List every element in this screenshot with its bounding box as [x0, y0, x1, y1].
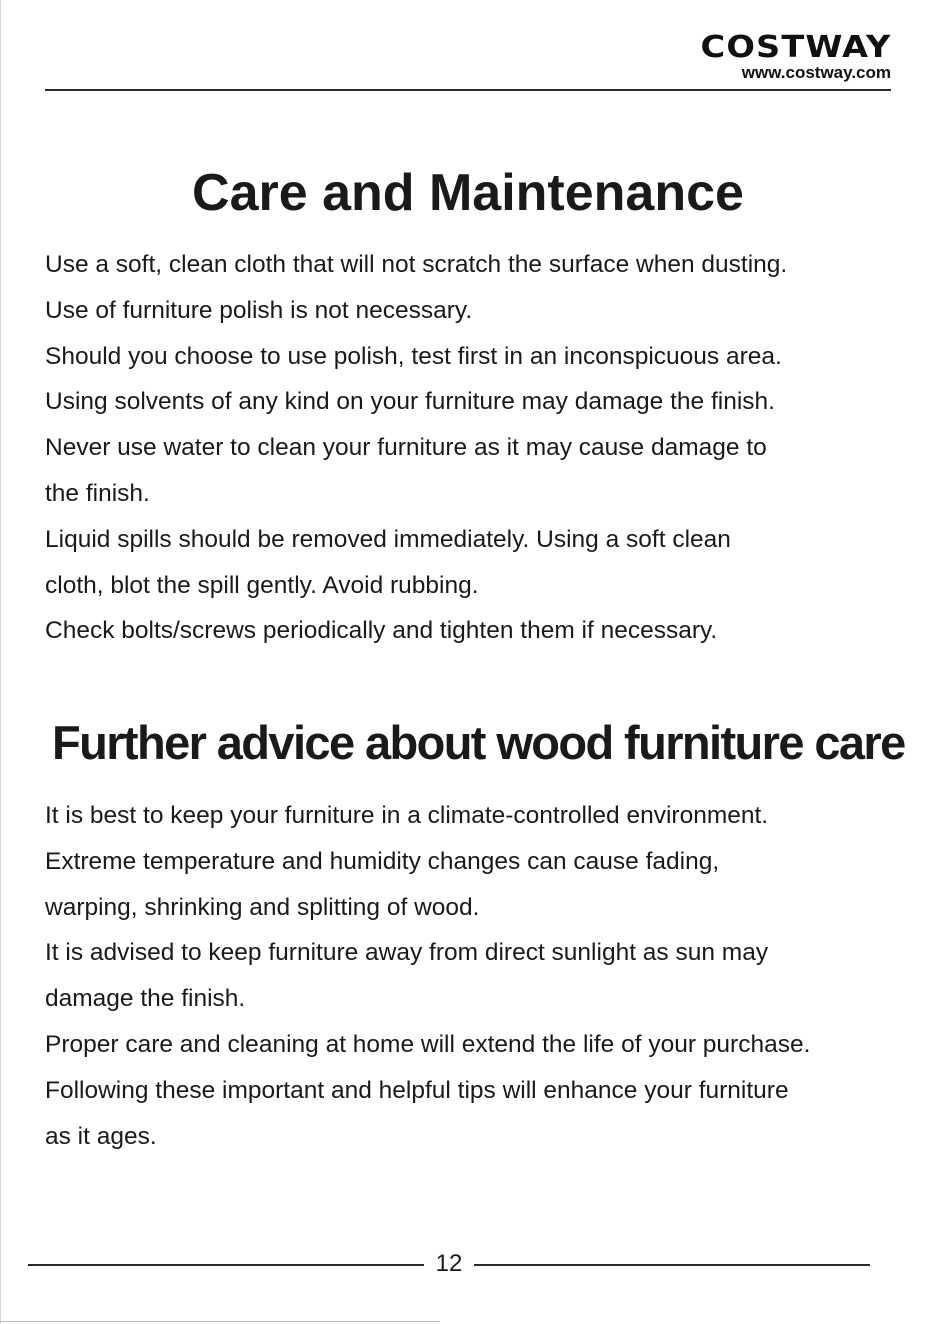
- care-line: Should you choose to use polish, test first in an inconspicuous area.: [45, 342, 782, 370]
- advice-line: Following these important and helpful tips will enhance your furniture: [45, 1076, 789, 1104]
- advice-line: warping, shrinking and splitting of wood.: [45, 893, 480, 921]
- advice-line: It is best to keep your furniture in a climate-controlled environment.: [45, 802, 769, 829]
- brand-url: www.costway.com: [741, 63, 891, 82]
- costway-logo: COSTWAY: [700, 30, 891, 65]
- scan-edge: [0, 1321, 440, 1322]
- care-line: Liquid spills should be removed immediately. Using a soft clean: [45, 525, 731, 553]
- care-line: Use of furniture polish is not necessary.: [45, 296, 473, 324]
- care-line: Using solvents of any kind on your furniture may damage the finish.: [45, 388, 775, 416]
- care-line: the finish.: [45, 479, 150, 507]
- advice-line: Extreme temperature and humidity changes can cause fading,: [45, 847, 720, 875]
- advice-line: as it ages.: [45, 1122, 157, 1150]
- page-footer: [0, 1240, 936, 1290]
- footer-divider-left: [28, 1264, 424, 1266]
- page-number: 12: [435, 1250, 463, 1277]
- header-divider: [45, 89, 891, 91]
- care-line: Use a soft, clean cloth that will not scratch the surface when dusting.: [45, 251, 788, 278]
- advice-instructions: [45, 793, 895, 1159]
- further-advice-title: Further advice about wood furniture care: [52, 716, 905, 769]
- advice-line: Proper care and cleaning at home will extend the life of your purchase.: [45, 1030, 811, 1058]
- advice-line: damage the finish.: [45, 985, 246, 1013]
- page-header: [0, 0, 936, 100]
- care-maintenance-title: Care and Maintenance: [192, 164, 744, 222]
- advice-line: It is advised to keep furniture away from direct sunlight as sun may: [45, 939, 769, 967]
- care-line: Check bolts/screws periodically and tighten them if necessary.: [45, 617, 718, 645]
- care-line: Never use water to clean your furniture as it may cause damage to: [45, 434, 767, 462]
- care-instructions: [45, 242, 895, 654]
- footer-divider-right: [474, 1264, 870, 1266]
- care-line: cloth, blot the spill gently. Avoid rubbing.: [45, 571, 479, 599]
